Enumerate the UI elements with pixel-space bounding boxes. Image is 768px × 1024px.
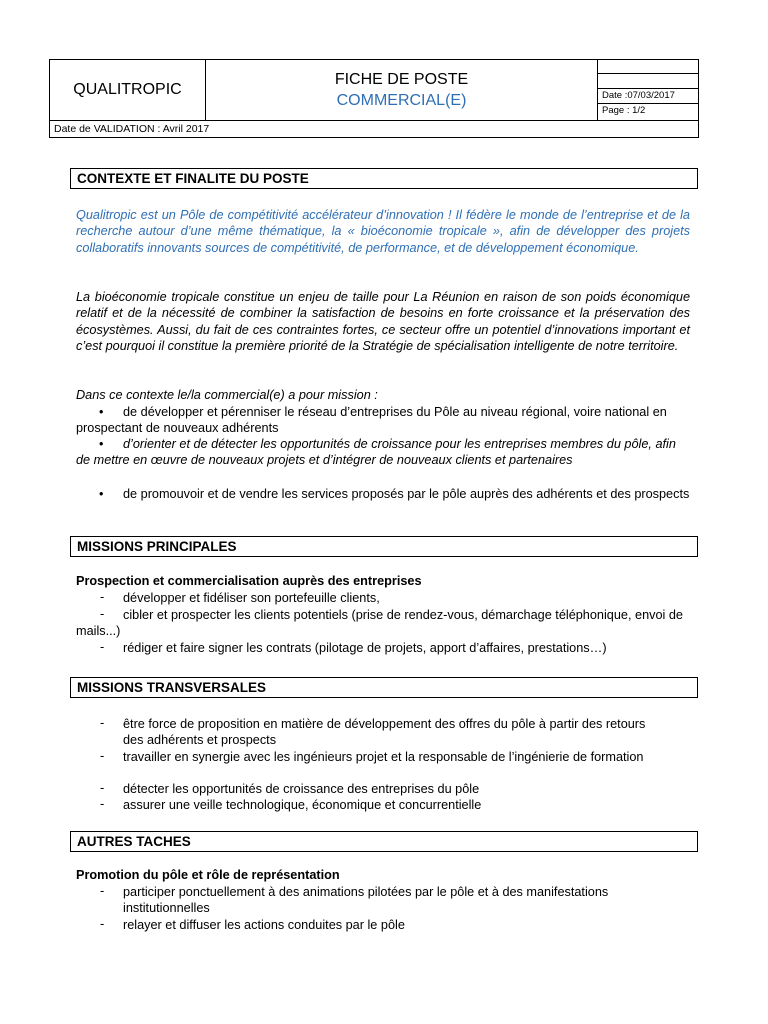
bullet-marker: •	[99, 437, 104, 451]
context-paragraph-2: La bioéconomie tropicale constitue un enjeu de taille pour La Réunion en raison de son poids économique relatif et de la nécessité de combiner la satisfaction de besoins en forte croissance et la préservation des écosystèmes. Aussi, du fait de ces contraintes fortes, ce secteur offre un potentiel d’innovations important et c’est pourquoi il constitue la première priorité de la Stratégie de spécialisation intelligente de notre territoire.	[76, 290, 690, 353]
dash-marker: -	[100, 797, 105, 811]
meta-empty-row-2	[597, 73, 699, 89]
bullet-marker: •	[99, 405, 104, 419]
validation-date: Date de VALIDATION : Avril 2017	[49, 120, 699, 138]
page-number: Page : 1/2	[597, 103, 699, 121]
dash-marker: -	[100, 716, 105, 730]
job-title: COMMERCIAL(E)	[336, 92, 467, 109]
mission-bullet-3: de promouvoir et de vendre les services proposés par le pôle auprès des adhérents et des prospects	[123, 487, 690, 501]
section-heading-missions-principales: MISSIONS PRINCIPALES	[70, 536, 698, 557]
mission-intro: Dans ce contexte le/la commercial(e) a pour mission :	[76, 388, 378, 402]
autres-taches-item: relayer et diffuser les actions conduites par le pôle	[123, 918, 405, 932]
organization-name: QUALITROPIC	[49, 59, 206, 121]
dash-marker: -	[100, 884, 105, 898]
autres-taches-subheading: Promotion du pôle et rôle de représentation	[76, 868, 340, 882]
missions-transversales-item: assurer une veille technologique, économique et concurrentielle	[123, 798, 482, 812]
mission-bullet-2: d’orienter et de détecter les opportunités de croissance pour les entreprises membres du pôle, afin de mettre en œuvre de nouveaux projets et d’intégrer de nouveaux clients et partenaires	[76, 437, 676, 468]
dash-marker: -	[100, 590, 105, 604]
context-paragraph-1: Qualitropic est un Pôle de compétitivité accélérateur d’innovation ! Il fédère le monde de l’entreprise et de la recherche autour d’une même thématique, la « bioéconomie tropicale », afin de développer des projets collaboratifs innovants sources de compétitivité, de performance, et de développement économique.	[76, 208, 690, 255]
dash-marker: -	[100, 607, 105, 621]
missions-transversales-item: détecter les opportunités de croissance des entreprises du pôle	[123, 782, 480, 796]
document-header	[49, 59, 699, 138]
dash-marker: -	[100, 917, 105, 931]
dash-marker: -	[100, 781, 105, 795]
document-title: FICHE DE POSTE	[334, 71, 469, 88]
mission-bullet-1: de développer et pérenniser le réseau d’entreprises du Pôle au niveau régional, voire national en prospectant de nouveaux adhérents	[76, 405, 667, 436]
missions-transversales-item: travailler en synergie avec les ingénieurs projet et la responsable de l’ingénierie de formation	[123, 750, 644, 764]
section-heading-autres-taches: AUTRES TACHES	[70, 831, 698, 852]
autres-taches-item: participer ponctuellement à des animations pilotées par le pôle et à des manifestations institutionnelles	[123, 885, 609, 916]
meta-empty-row-1	[597, 59, 699, 74]
missions-transversales-item: être force de proposition en matière de développement des offres du pôle à partir des retours des adhérents et prospects	[123, 717, 646, 748]
dash-marker: -	[100, 640, 105, 654]
missions-principales-item: cibler et prospecter les clients potentiels (prise de rendez-vous, démarchage téléphonique, envoi de mails...)	[76, 608, 683, 639]
document-title-box	[205, 59, 598, 121]
section-heading-contexte: CONTEXTE ET FINALITE DU POSTE	[70, 168, 698, 189]
document-date: Date :07/03/2017	[597, 88, 699, 104]
missions-principales-item: rédiger et faire signer les contrats (pilotage de projets, apport d’affaires, prestations…)	[123, 641, 607, 655]
dash-marker: -	[100, 749, 105, 763]
section-heading-missions-transversales: MISSIONS TRANSVERSALES	[70, 677, 698, 698]
missions-principales-item: développer et fidéliser son portefeuille clients,	[123, 591, 380, 605]
missions-principales-subheading: Prospection et commercialisation auprès des entreprises	[76, 574, 422, 588]
bullet-marker: •	[99, 487, 104, 501]
